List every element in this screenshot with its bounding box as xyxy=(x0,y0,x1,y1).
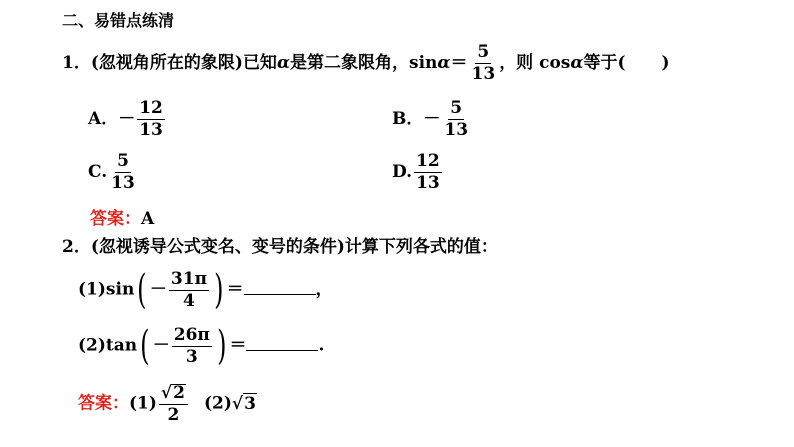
fraction-denominator: 4 xyxy=(183,290,195,311)
right-paren: ) xyxy=(214,267,224,313)
part-prefix: (2)tan xyxy=(78,335,138,356)
fraction-numerator: 5 xyxy=(450,98,463,118)
option-label: C. xyxy=(88,162,108,182)
alpha-symbol: α xyxy=(276,53,291,73)
fraction xyxy=(169,268,209,311)
question-number: 1． xyxy=(62,53,91,73)
question-1 xyxy=(62,44,670,83)
option-fraction xyxy=(109,153,137,192)
option-a[interactable] xyxy=(88,100,167,139)
question-text: ，则 cos xyxy=(499,53,571,73)
fraction xyxy=(470,44,498,83)
fraction-denominator: 2 xyxy=(167,405,180,425)
minus-sign: － xyxy=(152,335,170,356)
fraction-denominator: 13 xyxy=(416,173,440,193)
fraction-numerator: 31π xyxy=(170,268,208,289)
equals-sign: ＝ xyxy=(450,53,468,73)
question-number: 2． xyxy=(62,237,91,257)
question-text: 是第二象限角，sin xyxy=(290,53,438,73)
part-1 xyxy=(78,267,333,313)
fraction-denominator: 13 xyxy=(444,120,469,140)
question-text: 已知 xyxy=(242,53,277,73)
answer-2 xyxy=(78,384,257,424)
answer-1 xyxy=(90,204,154,229)
minus-sign: － xyxy=(149,279,167,300)
fraction-numerator: 12 xyxy=(416,151,440,171)
fraction-denominator: 3 xyxy=(185,346,198,367)
question-hint: (忽视角所在的象限) xyxy=(90,53,243,73)
part-2 xyxy=(78,323,325,369)
left-paren: ( xyxy=(140,323,150,369)
left-paren: ( xyxy=(137,267,147,313)
alpha-symbol: α xyxy=(437,53,451,73)
answer-part-label: (1) xyxy=(129,393,157,414)
question-2 xyxy=(62,232,498,257)
answer-blank[interactable] xyxy=(244,278,316,295)
option-sign: － xyxy=(423,109,441,129)
fraction-denominator: 13 xyxy=(471,64,496,84)
answer-label: 答案： xyxy=(78,393,129,414)
question-text: (忽视诱导公式变名、变号的条件)计算下列各式的值： xyxy=(90,237,498,257)
option-fraction xyxy=(137,100,165,139)
fraction-numerator: 5 xyxy=(117,151,129,171)
option-label: B． xyxy=(392,109,424,129)
option-fraction xyxy=(414,153,442,192)
option-sign: － xyxy=(118,109,136,129)
section-title: 二、易错点练清 xyxy=(62,11,175,30)
option-c[interactable] xyxy=(88,153,139,192)
punctuation: . xyxy=(318,335,325,356)
answer-blank[interactable] xyxy=(246,334,318,351)
answer-label: 答案： xyxy=(90,209,141,229)
close-paren: ) xyxy=(661,53,670,73)
option-label: A． xyxy=(88,109,119,129)
fraction-numerator xyxy=(159,384,188,405)
question-text: 等于( xyxy=(583,53,626,73)
answer-value: A xyxy=(141,209,155,229)
fraction xyxy=(172,324,212,367)
option-label: D. xyxy=(392,162,413,182)
option-b[interactable] xyxy=(392,100,472,139)
fraction-numerator: 5 xyxy=(477,42,490,62)
option-fraction xyxy=(442,100,470,139)
radicand: 2 xyxy=(173,383,185,403)
fraction-numerator: 26π xyxy=(173,324,210,345)
answer-part-label: (2) xyxy=(203,393,232,414)
sqrt-symbol: √ 2 xyxy=(160,383,185,403)
radicand: 3 xyxy=(244,393,256,414)
alpha-symbol: α xyxy=(570,53,584,73)
equals-sign: ＝ xyxy=(229,335,247,356)
option-d[interactable] xyxy=(392,153,444,192)
sqrt-fraction xyxy=(159,384,188,424)
fraction-denominator: 13 xyxy=(111,173,135,193)
fraction-numerator: 12 xyxy=(139,98,163,118)
equals-sign: ＝ xyxy=(226,279,244,300)
fraction-denominator: 13 xyxy=(139,120,163,140)
part-prefix: (1)sin xyxy=(78,279,135,300)
right-paren: ) xyxy=(216,323,227,369)
sqrt-symbol: √ 3 xyxy=(231,393,256,414)
punctuation: ， xyxy=(315,279,333,300)
